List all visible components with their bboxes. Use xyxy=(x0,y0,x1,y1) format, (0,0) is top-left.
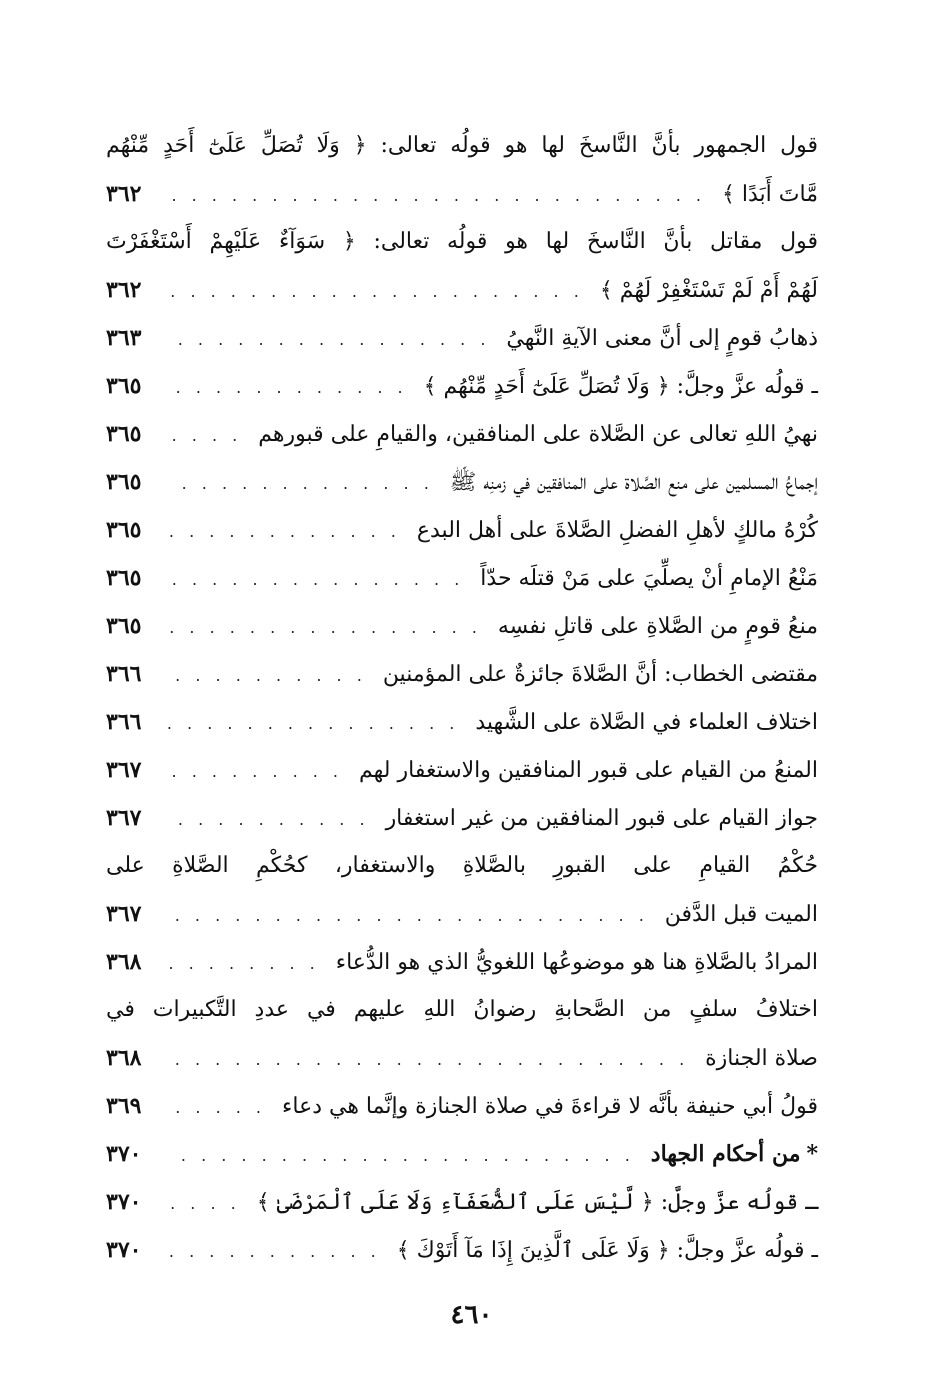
toc-entry-title: الميت قبل الدَّفن xyxy=(664,902,818,927)
toc-entry xyxy=(106,458,818,506)
toc-entry xyxy=(106,362,818,410)
toc-page-number: ٣٦٥ xyxy=(106,613,142,639)
toc-entry-line xyxy=(106,1178,818,1226)
toc-entry-title: مقتضى الخطاب: أنَّ الصَّلاةَ جائزةٌ على المؤمنين xyxy=(382,662,818,687)
toc-section-heading xyxy=(106,1130,818,1178)
toc-page-number: ٣٧٠ xyxy=(106,1141,142,1167)
toc-entry-line xyxy=(106,506,818,554)
dot-leader xyxy=(168,604,488,652)
toc-page-number: ٣٦٢ xyxy=(106,277,142,303)
toc-entry-line xyxy=(106,266,818,314)
toc-entry xyxy=(106,1226,818,1274)
toc-entry-title: قول مقاتل بأنَّ النَّاسخَ لها هو قولُه تعالى: ﴿ سَوَآءٌ عَلَيْهِمْ أَسْتَغْفَرْتَ xyxy=(106,229,818,254)
toc-entry-title: المنعُ من القيام على قبور المنافقين والاستغفار لهم xyxy=(359,758,818,783)
toc-entry xyxy=(106,602,818,650)
toc-page-number: ٣٦٥ xyxy=(106,565,142,591)
table-of-contents xyxy=(106,122,818,1274)
toc-page-number: ٣٦٥ xyxy=(106,373,142,399)
toc-entry xyxy=(106,554,818,602)
dot-leader xyxy=(168,940,326,988)
toc-page-number: ٣٦٧ xyxy=(106,805,142,831)
dot-leader xyxy=(168,1036,695,1084)
toc-entry xyxy=(106,794,818,842)
dot-leader xyxy=(168,1084,272,1132)
toc-entry-line xyxy=(106,1034,818,1082)
toc-entry-line xyxy=(106,794,818,842)
toc-entry-title: قولُ أبي حنيفة بأنَّه لا قراءةَ في صلاة الجنازة وإنَّما هي دعاء xyxy=(282,1094,818,1119)
dot-leader xyxy=(168,796,376,844)
toc-entry xyxy=(106,506,818,554)
toc-entry xyxy=(106,1082,818,1130)
toc-page-number: ٣٦٦ xyxy=(106,709,142,735)
dot-leader xyxy=(168,508,407,556)
page-number: ٤٦٠ xyxy=(450,1300,493,1330)
toc-entry xyxy=(106,650,818,698)
toc-entry-title: نهيُ اللهِ تعالى عن الصَّلاة على المنافقين، والقيامِ على قبورهم xyxy=(258,422,818,447)
toc-entry-line xyxy=(106,218,818,266)
toc-page-number: ٣٦٦ xyxy=(106,661,142,687)
dot-leader xyxy=(168,1132,641,1180)
toc-entry-line xyxy=(106,458,818,506)
toc-entry-title: قول الجمهور بأنَّ النَّاسخَ لها هو قولُه تعالى: ﴿ وَلَا تُصَلِّ عَلَىٰٓ أَحَدٍ مِّنْهُم xyxy=(106,133,818,158)
dot-leader xyxy=(168,412,248,460)
toc-entry-line xyxy=(106,842,818,890)
toc-entry-title: مَّاتَ أَبَدًا ﴾ xyxy=(722,182,818,207)
dot-leader xyxy=(168,892,655,940)
toc-entry-line xyxy=(106,122,818,170)
toc-entry-title: من أحكام الجهاد xyxy=(650,1141,801,1167)
toc-entry-line xyxy=(106,362,818,410)
dot-leader xyxy=(168,748,349,796)
toc-entry-line xyxy=(106,890,818,938)
toc-entry xyxy=(106,746,818,794)
dot-leader xyxy=(168,460,440,508)
toc-entry-line xyxy=(106,602,818,650)
toc-entry-title: كُرْهُ مالكٍ لأهلِ الفضلِ الصَّلاةَ على أهل البدع xyxy=(416,518,818,543)
toc-page-number: ٣٦٨ xyxy=(106,949,142,975)
dot-leader xyxy=(168,172,712,220)
toc-page-number: ٣٦٣ xyxy=(106,325,142,351)
toc-entry-title: صلاة الجنازة xyxy=(705,1046,818,1071)
toc-entry-line xyxy=(106,938,818,986)
toc-entry-line xyxy=(106,746,818,794)
toc-page-number: ٣٧٠ xyxy=(106,1237,142,1263)
toc-entry xyxy=(106,410,818,458)
toc-entry-title: اختلافُ سلفٍ من الصَّحابةِ رضوانُ اللهِ عليهم في عددِ التَّكبيرات في xyxy=(106,997,818,1022)
toc-entry-title: ـ قولُه عزَّ وجلَّ: ﴿ وَلَا عَلَى ٱلَّذِينَ إِذَا مَآ أَتَوْكَ ﴾ xyxy=(396,1238,818,1263)
toc-entry-title: ذهابُ قومٍ إلى أنَّ معنى الآيةِ النَّهيُ xyxy=(506,326,818,351)
toc-entry-title: منعُ قومٍ من الصَّلاةِ على قاتلِ نفسِه xyxy=(497,614,818,639)
dot-leader xyxy=(168,700,465,748)
toc-entry-line xyxy=(106,1226,818,1274)
toc-entry-line xyxy=(106,650,818,698)
toc-entry xyxy=(106,986,818,1082)
toc-entry xyxy=(106,218,818,314)
toc-page-number: ٣٦٨ xyxy=(106,1045,142,1071)
toc-entry xyxy=(106,1178,818,1226)
toc-entry-line xyxy=(106,698,818,746)
toc-entry xyxy=(106,842,818,938)
toc-page-number: ٣٦٢ xyxy=(106,181,142,207)
toc-entry xyxy=(106,698,818,746)
toc-entry-title: مَنْعُ الإمامِ أنْ يصلِّيَ على مَنْ قتلَه حدّاً xyxy=(480,566,818,591)
asterisk-marker: * xyxy=(806,1141,818,1167)
toc-entry-line xyxy=(106,170,818,218)
toc-entry-title: اختلاف العلماء في الصَّلاة على الشَّهيد xyxy=(475,710,818,735)
toc-page-number: ٣٦٩ xyxy=(106,1093,142,1119)
toc-page-number: ٣٦٧ xyxy=(106,757,142,783)
toc-page-number: ٣٦٥ xyxy=(106,517,142,543)
toc-entry-title: حُكْمُ القيامِ على القبورِ بالصَّلاةِ والاستغفار، كحُكْمِ الصَّلاةِ على xyxy=(106,853,818,878)
toc-entry-title: المرادُ بالصَّلاةِ هنا هو موضوعُها اللغويُّ الذي هو الدُّعاء xyxy=(335,950,818,975)
toc-entry-title: ـ قولُه عزَّ وجلَّ: ﴿ وَلَا تُصَلِّ عَلَىٰٓ أَحَدٍ مِّنْهُم ﴾ xyxy=(423,374,818,399)
toc-entry-line xyxy=(106,314,818,362)
dot-leader xyxy=(168,316,496,364)
dot-leader xyxy=(168,1228,387,1276)
toc-entry-title: لَهُمْ أَمْ لَمْ تَسْتَغْفِرْ لَهُمْ ﴾ xyxy=(599,278,818,303)
toc-entry-title: جواز القيام على قبور المنافقين من غير استغفار xyxy=(385,806,818,831)
toc-page-number: ٣٦٥ xyxy=(106,469,142,495)
dot-leader xyxy=(168,364,414,412)
dot-leader xyxy=(168,556,470,604)
toc-entry-title: ـ قولُه عزَّ وجلَّ: ﴿ لَّيْسَ عَلَى ٱلضُّعَفَآءِ وَلَا عَلَى ٱلْمَرْضَىٰ ﴾ xyxy=(256,1190,818,1215)
toc-entry-line xyxy=(106,1130,818,1178)
toc-page-number: ٣٦٥ xyxy=(106,421,142,447)
toc-entry-title: إجماعُ المسلمين على منع الصَّلاة على المنافقين في زمنِه ﷺ xyxy=(449,470,818,495)
toc-entry-line xyxy=(106,410,818,458)
toc-page-number: ٣٧٠ xyxy=(106,1189,142,1215)
dot-leader xyxy=(168,1180,247,1228)
toc-entry-line xyxy=(106,1082,818,1130)
toc-entry xyxy=(106,314,818,362)
dot-leader xyxy=(168,268,590,316)
toc-entry-line xyxy=(106,554,818,602)
toc-entry-line xyxy=(106,986,818,1034)
toc-entry xyxy=(106,122,818,218)
toc-entry xyxy=(106,938,818,986)
dot-leader xyxy=(168,652,373,700)
toc-page-number: ٣٦٧ xyxy=(106,901,142,927)
